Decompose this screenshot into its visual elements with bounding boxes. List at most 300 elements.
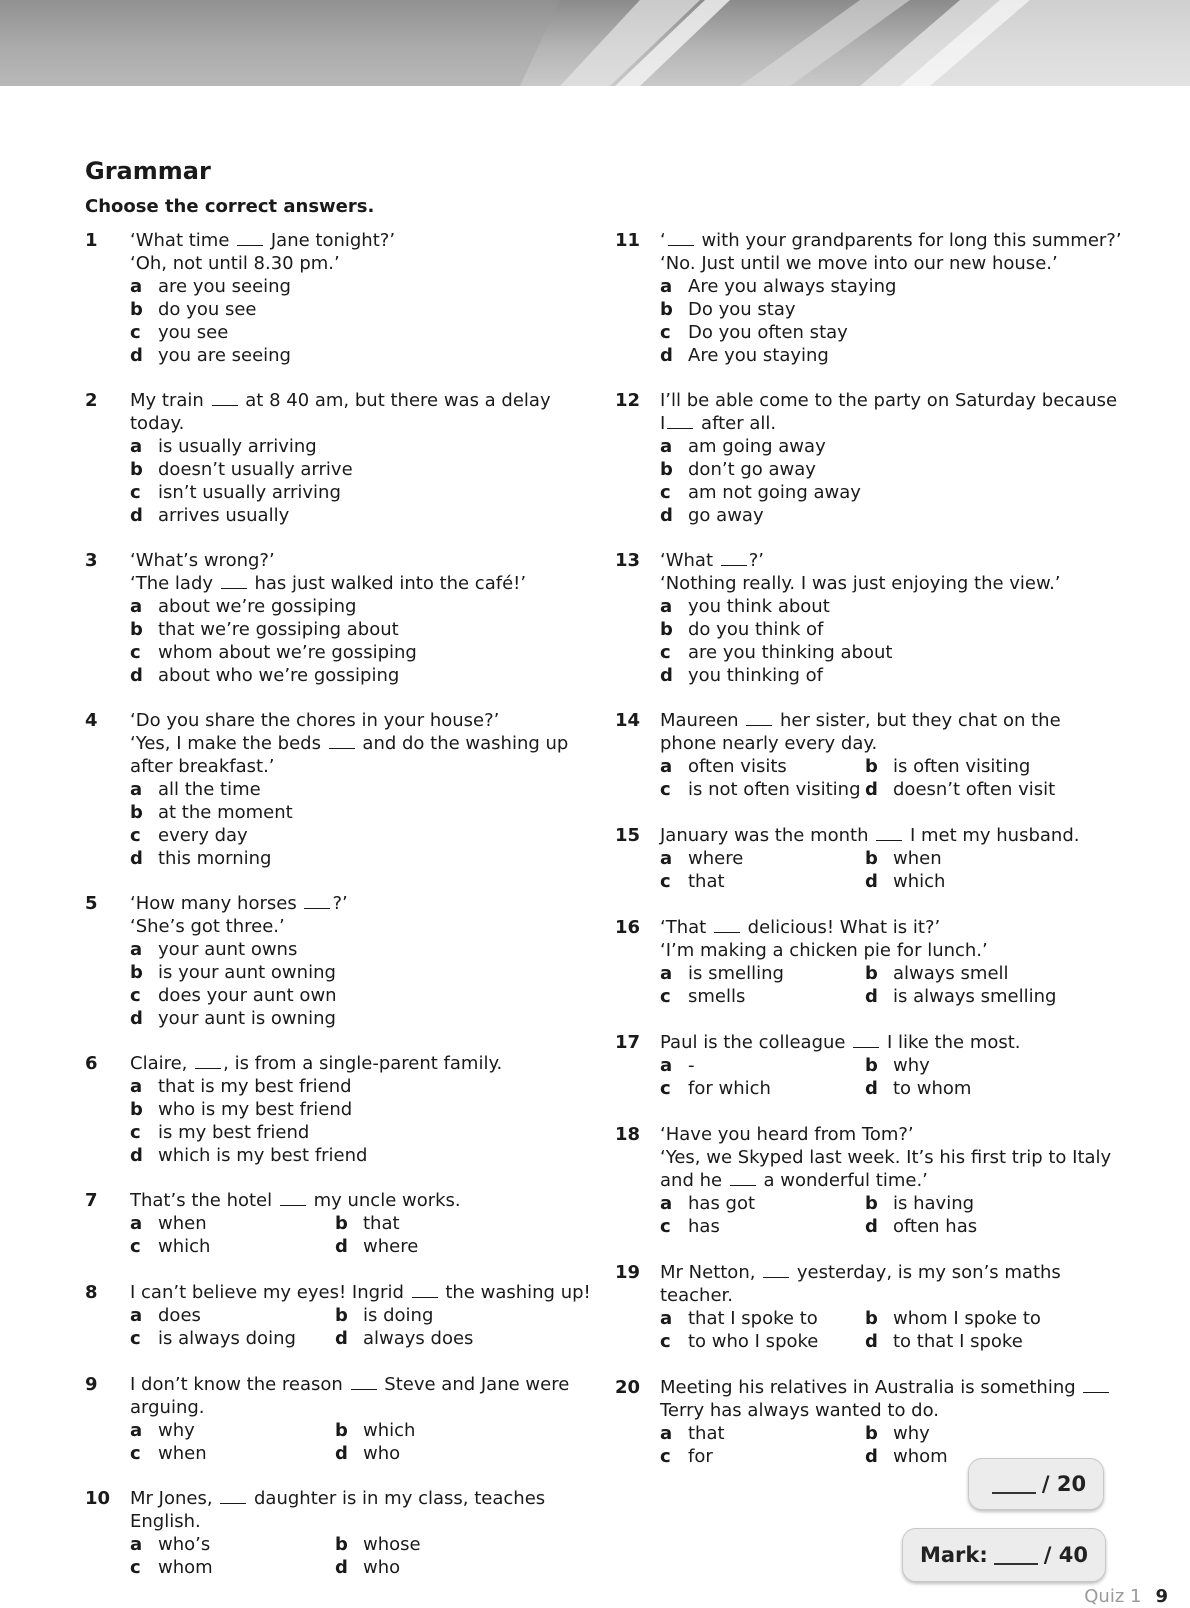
option-b[interactable] — [660, 618, 1061, 641]
question-text-line: ‘She’s got three.’ — [130, 916, 285, 937]
option-text: are you seeing — [158, 276, 291, 297]
option-letter: b — [130, 802, 143, 823]
question-text-line: ‘What time Jane tonight?’ — [130, 230, 396, 251]
answer-options — [130, 778, 568, 870]
question-text-line: after breakfast.’ — [130, 756, 275, 777]
option-letter: d — [865, 1078, 878, 1099]
answer-blank[interactable] — [412, 1283, 438, 1298]
option-a[interactable] — [130, 1533, 335, 1556]
option-letter: b — [660, 619, 673, 640]
question-body — [660, 229, 1122, 367]
option-b[interactable] — [865, 1307, 1105, 1330]
answer-blank[interactable] — [212, 391, 238, 406]
option-b[interactable] — [865, 847, 1105, 870]
option-d[interactable] — [335, 1327, 575, 1350]
option-c[interactable] — [130, 641, 526, 664]
option-c[interactable] — [130, 1327, 335, 1350]
option-letter: b — [130, 962, 143, 983]
option-letter: b — [865, 963, 878, 984]
option-b[interactable] — [130, 961, 348, 984]
question-number: 10 — [85, 1488, 111, 1509]
option-text: is always doing — [158, 1328, 296, 1349]
option-text: whom — [158, 1557, 213, 1578]
option-text: why — [893, 1055, 930, 1076]
question-body — [130, 1189, 575, 1258]
question-number: 4 — [85, 710, 98, 731]
option-letter: d — [865, 1446, 878, 1467]
option-c[interactable] — [660, 1445, 865, 1468]
option-text: doesn’t often visit — [893, 779, 1056, 800]
option-c[interactable] — [130, 1121, 502, 1144]
option-text: that — [688, 1423, 725, 1444]
option-text: do you think of — [688, 619, 824, 640]
option-letter: d — [865, 1331, 878, 1352]
option-letter: b — [660, 459, 673, 480]
option-letter: b — [335, 1420, 348, 1441]
option-c[interactable] — [660, 1215, 865, 1238]
option-text: go away — [688, 505, 764, 526]
option-a[interactable] — [660, 1422, 865, 1445]
option-letter: b — [865, 1193, 878, 1214]
option-letter: c — [130, 642, 141, 663]
option-a[interactable] — [660, 435, 1117, 458]
option-b[interactable] — [865, 1192, 1105, 1215]
option-text: has got — [688, 1193, 756, 1214]
option-letter: c — [660, 642, 671, 663]
option-text: that — [688, 871, 725, 892]
question-text-line: January was the month I met my husband. — [660, 825, 1080, 846]
option-text: is often visiting — [893, 756, 1031, 777]
option-text: is usually arriving — [158, 436, 317, 457]
question-text-line: teacher. — [660, 1285, 734, 1306]
question-number: 18 — [615, 1124, 641, 1145]
answer-blank[interactable] — [195, 1054, 221, 1069]
option-a[interactable] — [660, 595, 1061, 618]
option-c[interactable] — [660, 321, 1122, 344]
answer-options — [130, 1419, 575, 1465]
option-d[interactable] — [865, 1330, 1105, 1353]
option-d[interactable] — [660, 344, 1122, 367]
score-blank[interactable] — [992, 1474, 1036, 1494]
option-a[interactable] — [130, 1075, 502, 1098]
option-letter: d — [130, 345, 143, 366]
question-text-line: ‘I’m making a chicken pie for lunch.’ — [660, 940, 988, 961]
answer-blank[interactable] — [237, 231, 263, 246]
option-letter: a — [660, 756, 673, 777]
question-body — [130, 1052, 502, 1167]
option-d[interactable] — [660, 504, 1117, 527]
option-letter: c — [130, 1557, 141, 1578]
option-c[interactable] — [130, 1556, 335, 1579]
option-d[interactable] — [130, 1007, 348, 1030]
option-letter: d — [865, 779, 878, 800]
question-text-line: ‘That delicious! What is it?’ — [660, 917, 941, 938]
option-c[interactable] — [660, 1077, 865, 1100]
question-text-line: ‘No. Just until we move into our new house.’ — [660, 253, 1058, 274]
option-b[interactable] — [865, 1054, 1105, 1077]
question-number: 11 — [615, 230, 641, 251]
option-letter: b — [130, 299, 143, 320]
option-text: your aunt owns — [158, 939, 298, 960]
option-letter: b — [865, 1055, 878, 1076]
option-letter: d — [660, 505, 673, 526]
answer-blank[interactable] — [853, 1033, 879, 1048]
mark-score-box — [902, 1528, 1106, 1582]
option-c[interactable] — [130, 984, 348, 1007]
option-d[interactable] — [865, 1077, 1105, 1100]
option-d[interactable] — [335, 1442, 575, 1465]
option-d[interactable] — [130, 847, 568, 870]
quiz-label: Quiz 1 — [1084, 1586, 1142, 1607]
option-text: every day — [158, 825, 248, 846]
option-letter: c — [660, 1331, 671, 1352]
option-a[interactable] — [130, 435, 551, 458]
question-body — [660, 389, 1117, 527]
option-letter: c — [660, 1078, 671, 1099]
option-letter: d — [130, 848, 143, 869]
option-letter: c — [130, 482, 141, 503]
option-letter: c — [130, 1122, 141, 1143]
option-text: that — [363, 1213, 400, 1234]
option-a[interactable] — [660, 755, 865, 778]
option-text: isn’t usually arriving — [158, 482, 341, 503]
answer-blank[interactable] — [668, 231, 694, 246]
question-text-line: Mr Netton, yesterday, is my son’s maths — [660, 1262, 1061, 1283]
option-text: whom about we’re gossiping — [158, 642, 417, 663]
question-body — [660, 1031, 1105, 1100]
option-letter: d — [335, 1443, 348, 1464]
option-text: doesn’t usually arrive — [158, 459, 353, 480]
answer-options — [660, 847, 1105, 893]
option-text: don’t go away — [688, 459, 816, 480]
option-letter: c — [660, 779, 671, 800]
option-c[interactable] — [130, 481, 551, 504]
option-text: that I spoke to — [688, 1308, 818, 1329]
answer-options — [130, 1533, 575, 1579]
mark-label: Mark: — [919, 1543, 988, 1567]
answer-options — [660, 275, 1122, 367]
option-letter: b — [335, 1305, 348, 1326]
option-a[interactable] — [130, 595, 526, 618]
question-body — [130, 1373, 575, 1465]
option-a[interactable] — [130, 1212, 335, 1235]
option-d[interactable] — [130, 1144, 502, 1167]
option-text: where — [688, 848, 744, 869]
option-text: am going away — [688, 436, 826, 457]
option-letter: d — [865, 871, 878, 892]
option-a[interactable] — [660, 1192, 865, 1215]
option-b[interactable] — [660, 298, 1122, 321]
section-title: Grammar — [85, 157, 211, 185]
option-text: always does — [363, 1328, 474, 1349]
question-text-line: ‘Oh, not until 8.30 pm.’ — [130, 253, 340, 274]
option-b[interactable] — [335, 1533, 575, 1556]
option-text: for — [688, 1446, 713, 1467]
option-text: am not going away — [688, 482, 861, 503]
question-number: 5 — [85, 893, 98, 914]
answer-blank[interactable] — [220, 1489, 246, 1504]
question-number: 14 — [615, 710, 641, 731]
answer-options — [660, 435, 1117, 527]
option-d[interactable] — [130, 344, 395, 367]
option-b[interactable] — [130, 618, 526, 641]
option-c[interactable] — [130, 824, 568, 847]
option-a[interactable] — [660, 275, 1122, 298]
option-text: where — [363, 1236, 419, 1257]
question-text-line: Maureen her sister, but they chat on the — [660, 710, 1061, 731]
question-text-line: I after all. — [660, 413, 777, 434]
answer-options — [130, 1075, 502, 1167]
question-body — [660, 916, 1105, 1008]
option-text: your aunt is owning — [158, 1008, 336, 1029]
option-b[interactable] — [335, 1304, 575, 1327]
option-text: is doing — [363, 1305, 434, 1326]
option-b[interactable] — [130, 1098, 502, 1121]
option-letter: a — [660, 436, 673, 457]
option-b[interactable] — [865, 1422, 1105, 1445]
option-c[interactable] — [130, 1442, 335, 1465]
question-text-line: ‘Have you heard from Tom?’ — [660, 1124, 914, 1145]
option-a[interactable] — [130, 778, 568, 801]
question-text-line: today. — [130, 413, 185, 434]
option-a[interactable] — [660, 1054, 865, 1077]
section-score-box — [968, 1458, 1104, 1510]
option-letter: d — [130, 1145, 143, 1166]
question-text-line: That’s the hotel my uncle works. — [130, 1190, 461, 1211]
answer-blank[interactable] — [714, 918, 740, 933]
option-letter: a — [660, 1193, 673, 1214]
question-number: 7 — [85, 1190, 98, 1211]
answer-blank[interactable] — [876, 826, 902, 841]
option-text: does your aunt own — [158, 985, 337, 1006]
question-number: 1 — [85, 230, 98, 251]
option-letter: a — [130, 779, 143, 800]
option-d[interactable] — [335, 1556, 575, 1579]
question-text-line: ‘What ?’ — [660, 550, 765, 571]
option-a[interactable] — [660, 847, 865, 870]
question-body — [130, 1281, 591, 1350]
question-number: 20 — [615, 1377, 641, 1398]
question-body — [130, 229, 395, 367]
page-number: 9 — [1155, 1586, 1168, 1607]
answer-options — [130, 275, 395, 367]
question-body — [660, 1261, 1105, 1353]
option-text: is not often visiting — [688, 779, 861, 800]
answer-blank[interactable] — [763, 1263, 789, 1278]
question-text-line: I don’t know the reason Steve and Jane were — [130, 1374, 570, 1395]
answer-blank[interactable] — [721, 551, 747, 566]
option-letter: c — [130, 1236, 141, 1257]
page-footer — [1084, 1586, 1168, 1607]
question-body — [660, 824, 1105, 893]
option-letter: b — [865, 1423, 878, 1444]
option-text: you thinking of — [688, 665, 823, 686]
option-text: smells — [688, 986, 746, 1007]
option-letter: d — [865, 986, 878, 1007]
banner-decoration — [0, 0, 1190, 86]
question-number: 17 — [615, 1032, 641, 1053]
option-c[interactable] — [660, 1330, 865, 1353]
option-letter: b — [335, 1534, 348, 1555]
option-b[interactable] — [130, 298, 395, 321]
option-text: who — [363, 1557, 401, 1578]
option-letter: a — [660, 1055, 673, 1076]
question-text-line: phone nearly every day. — [660, 733, 878, 754]
option-text: when — [158, 1443, 207, 1464]
answer-options — [130, 938, 348, 1030]
option-letter: a — [660, 963, 673, 984]
option-c[interactable] — [660, 481, 1117, 504]
option-letter: c — [660, 871, 671, 892]
option-text: all the time — [158, 779, 261, 800]
answer-options — [130, 1212, 575, 1258]
answer-blank[interactable] — [667, 414, 693, 429]
answer-blank[interactable] — [1083, 1378, 1109, 1393]
option-d[interactable] — [865, 870, 1105, 893]
option-letter: b — [865, 756, 878, 777]
option-b[interactable] — [335, 1419, 575, 1442]
option-c[interactable] — [660, 778, 865, 801]
option-d[interactable] — [865, 778, 1105, 801]
question-text-line: Claire, , is from a single-parent family. — [130, 1053, 503, 1074]
option-text: which — [158, 1236, 211, 1257]
option-letter: a — [130, 1420, 143, 1441]
option-c[interactable] — [660, 870, 865, 893]
option-c[interactable] — [660, 985, 865, 1008]
option-letter: c — [130, 985, 141, 1006]
option-text: at the moment — [158, 802, 293, 823]
option-letter: d — [130, 665, 143, 686]
option-letter: b — [130, 619, 143, 640]
option-letter: a — [130, 1305, 143, 1326]
option-a[interactable] — [130, 938, 348, 961]
question-text-line: English. — [130, 1511, 201, 1532]
option-a[interactable] — [130, 1304, 335, 1327]
question-text-line: ‘ with your grandparents for long this summer?’ — [660, 230, 1122, 251]
option-text: is my best friend — [158, 1122, 310, 1143]
answer-options — [660, 1192, 1111, 1238]
option-letter: a — [660, 276, 673, 297]
option-text: which — [893, 871, 946, 892]
option-text: you think about — [688, 596, 830, 617]
answer-blank[interactable] — [329, 734, 355, 749]
question-text-line: ‘Yes, we Skyped last week. It’s his first trip to Italy — [660, 1147, 1112, 1168]
question-body — [660, 709, 1105, 801]
option-letter: a — [130, 436, 143, 457]
answer-blank[interactable] — [730, 1171, 756, 1186]
question-body — [130, 389, 551, 527]
question-text-line: ‘The lady has just walked into the café!’ — [130, 573, 527, 594]
option-letter: a — [660, 596, 673, 617]
question-text-line: ‘Nothing really. I was just enjoying the view.’ — [660, 573, 1061, 594]
mark-total: / 40 — [1043, 1543, 1088, 1567]
answer-blank[interactable] — [280, 1191, 306, 1206]
mark-blank[interactable] — [994, 1545, 1038, 1565]
option-c[interactable] — [130, 321, 395, 344]
option-text: is having — [893, 1193, 975, 1214]
option-a[interactable] — [660, 1307, 865, 1330]
option-b[interactable] — [130, 458, 551, 481]
option-b[interactable] — [865, 962, 1105, 985]
question-body — [130, 549, 526, 687]
option-b[interactable] — [335, 1212, 575, 1235]
answer-blank[interactable] — [351, 1375, 377, 1390]
option-text: Are you always staying — [688, 276, 897, 297]
instruction-text: Choose the correct answers. — [85, 196, 375, 217]
option-text: is always smelling — [893, 986, 1057, 1007]
question-text-line: Terry has always wanted to do. — [660, 1400, 940, 1421]
option-letter: b — [130, 1099, 143, 1120]
option-d[interactable] — [865, 985, 1105, 1008]
option-a[interactable] — [130, 1419, 335, 1442]
question-number: 2 — [85, 390, 98, 411]
option-letter: b — [865, 1308, 878, 1329]
option-letter: b — [660, 299, 673, 320]
option-letter: c — [130, 825, 141, 846]
question-text-line: Paul is the colleague I like the most. — [660, 1032, 1021, 1053]
question-number: 15 — [615, 825, 641, 846]
option-b[interactable] — [130, 801, 568, 824]
option-text: about who we’re gossiping — [158, 665, 400, 686]
option-text: often has — [893, 1216, 978, 1237]
option-d[interactable] — [130, 504, 551, 527]
answer-options — [130, 595, 526, 687]
answer-blank[interactable] — [746, 711, 772, 726]
option-text: whom I spoke to — [893, 1308, 1041, 1329]
answer-options — [660, 1054, 1105, 1100]
option-c[interactable] — [130, 1235, 335, 1258]
option-letter: c — [660, 1446, 671, 1467]
option-text: always smell — [893, 963, 1009, 984]
option-letter: c — [660, 1216, 671, 1237]
option-d[interactable] — [130, 664, 526, 687]
option-letter: a — [130, 276, 143, 297]
question-body — [660, 1376, 1111, 1468]
option-text: you are seeing — [158, 345, 291, 366]
option-letter: c — [130, 1328, 141, 1349]
option-text: Do you often stay — [688, 322, 848, 343]
option-a[interactable] — [130, 275, 395, 298]
option-c[interactable] — [660, 641, 1061, 664]
option-letter: a — [130, 1213, 143, 1234]
option-letter: b — [130, 459, 143, 480]
option-text: which — [363, 1420, 416, 1441]
option-letter: a — [130, 1534, 143, 1555]
question-text-line: ‘Yes, I make the beds and do the washing up — [130, 733, 569, 754]
question-body — [660, 549, 1061, 687]
option-letter: b — [865, 848, 878, 869]
option-d[interactable] — [865, 1215, 1105, 1238]
question-text-line: My train at 8 40 am, but there was a delay — [130, 390, 551, 411]
option-d[interactable] — [660, 664, 1061, 687]
option-text: - — [688, 1055, 695, 1076]
option-text: who — [363, 1443, 401, 1464]
option-d[interactable] — [335, 1235, 575, 1258]
answer-blank[interactable] — [304, 894, 330, 909]
answer-options — [660, 755, 1105, 801]
option-text: why — [158, 1420, 195, 1441]
option-letter: a — [130, 1076, 143, 1097]
option-a[interactable] — [660, 962, 865, 985]
option-letter: a — [130, 596, 143, 617]
option-b[interactable] — [660, 458, 1117, 481]
option-letter: a — [660, 1308, 673, 1329]
answer-blank[interactable] — [221, 574, 247, 589]
option-text: that we’re gossiping about — [158, 619, 399, 640]
option-b[interactable] — [865, 755, 1105, 778]
option-text: Are you staying — [688, 345, 829, 366]
option-text: to whom — [893, 1078, 972, 1099]
